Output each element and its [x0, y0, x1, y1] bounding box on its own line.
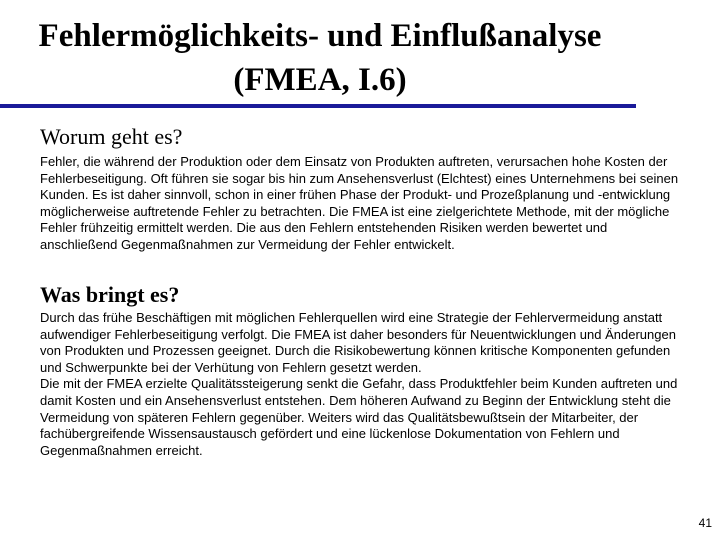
slide-title-line1: Fehlermöglichkeits- und Einflußanalyse [38, 18, 602, 54]
slide-title-line2: (FMEA, I.6) [233, 62, 407, 98]
slide-title [0, 14, 640, 102]
section-heading-worum: Worum geht es? [40, 124, 183, 149]
title-underline [0, 104, 636, 108]
section-body-was-bringt [40, 310, 680, 459]
section-body-paragraph-1: Durch das frühe Beschäftigen mit möglichen Fehlerquellen wird eine Strategie der Fehlervermeidung anstatt aufwendiger Fehlerbeseitigung verfolgt. Die FMEA ist daher besonders für Neuentwicklungen und Änderungen von Produkten und Prozessen geeignet. Durch die Risikobewertung können kritische Komponenten gefunden und Schwerpunkte bei der Verhütung von Fehlern gesetzt werden. [40, 310, 676, 375]
section-body-worum: Fehler, die während der Produktion oder dem Einsatz von Produkten auftreten, verursachen hohe Kosten der Fehlerbeseitigung. Oft führen sie sogar bis hin zum Ansehensverlust (Elchtest) eines Unternehmens bei seinen Kunden. Es ist daher sinnvoll, schon in einer frühen Phase der Produkt- und Prozeßplanung und -entwicklung möglicherweise auftretende Fehler zu betrachten. Die FMEA ist eine zielgerichtete Methode, mit der mögliche Fehler frühzeitig ermittelt werden. Die aus den Fehlern entstehenden Risiken werden bewertet und anschließend Gegenmaßnahmen zur Vermeidung der Fehler entwickelt. [40, 154, 679, 252]
section-body-paragraph-2: Die mit der FMEA erzielte Qualitätssteigerung senkt die Gefahr, dass Produktfehler beim Kunden auftreten und damit Kosten und ein Ansehensverlust entstehen. Dem höheren Aufwand zu Beginn der Entwicklung steht die Vermeidung von späteren Fehlern gegenüber. Weiters wird das Qualitätsbewußtsein der Mitarbeiter, der fachübergreifende Wissensaustausch gefördert und eine lückenlose Dokumentation von Fehlern und Gegenmaßnahmen erreicht. [40, 376, 678, 458]
section-heading-was-bringt: Was bringt es? [40, 282, 180, 307]
page-number: 41 [698, 516, 712, 530]
